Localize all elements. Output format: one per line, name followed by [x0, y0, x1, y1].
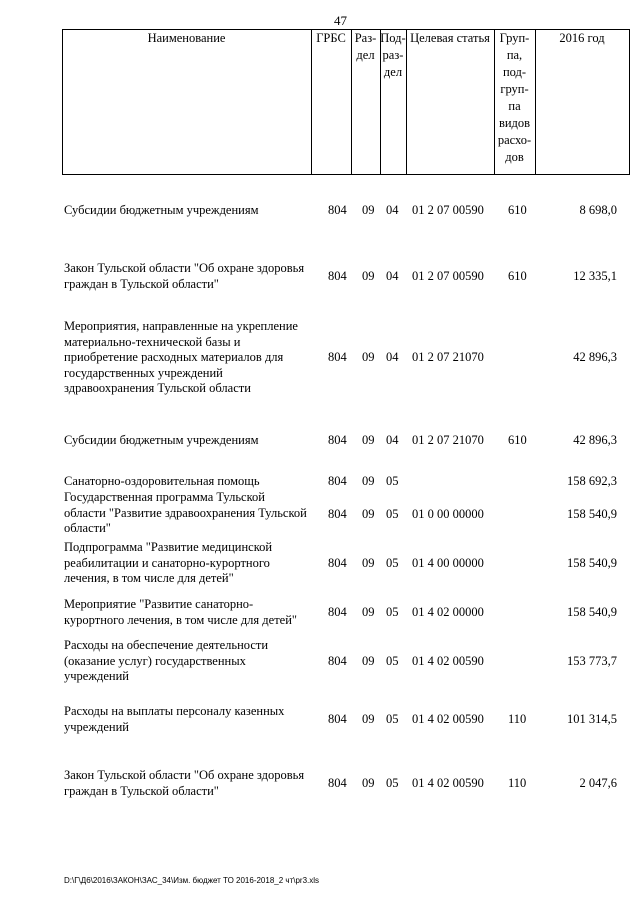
row-podrazdel: 05: [386, 712, 399, 726]
row-podrazdel: 04: [386, 203, 399, 217]
row-podrazdel: 04: [386, 433, 399, 447]
row-podrazdel: 05: [386, 474, 399, 488]
row-grbs: 804: [328, 556, 347, 570]
row-article: 01 4 02 00000: [412, 605, 484, 619]
row-grbs: 804: [328, 605, 347, 619]
row-article: 01 2 07 21070: [412, 350, 484, 364]
row-name: Субсидии бюджетным учреждениям: [64, 203, 259, 217]
row-podrazdel: 05: [386, 605, 399, 619]
row-vid: 110: [508, 712, 527, 726]
row-name: Расходы на выплаты персоналу казенных учреждений: [64, 704, 285, 734]
row-name: Государственная программа Тульской области "Развитие здравоохранения Тульской области": [64, 490, 307, 535]
row-name: Закон Тульской области "Об охране здоровья граждан в Тульской области": [64, 261, 305, 291]
row-name: Закон Тульской области "Об охране здоровья граждан в Тульской области": [64, 768, 305, 798]
row-grbs: 804: [328, 474, 347, 488]
row-grbs: 804: [328, 776, 347, 790]
row-amount: 2 047,6: [579, 776, 617, 790]
row-razdel: 09: [362, 712, 375, 726]
row-razdel: 09: [362, 269, 375, 283]
row-grbs: 804: [328, 712, 347, 726]
row-podrazdel: 04: [386, 269, 399, 283]
row-name: Подпрограмма "Развитие медицинской реабилитации и санаторно-курортного лечения, в том числе для детей": [64, 540, 273, 585]
header-name: Наименование: [147, 31, 226, 45]
row-razdel: 09: [362, 654, 375, 668]
row-podrazdel: 05: [386, 556, 399, 570]
row-podrazdel: 05: [386, 507, 399, 521]
row-name: Мероприятие "Развитие санаторно-курортного лечения, в том числе для детей": [64, 597, 298, 627]
header-razdel: Раз- дел: [354, 31, 377, 62]
row-podrazdel: 05: [386, 776, 399, 790]
header-podrazdel: Под- раз- дел: [380, 31, 406, 79]
row-razdel: 09: [362, 605, 375, 619]
row-razdel: 09: [362, 474, 375, 488]
row-razdel: 09: [362, 556, 375, 570]
row-name: Мероприятия, направленные на укрепление материально-технической базы и приобретение расходных материалов для государственных учреждений здравоохранения Тульской области: [64, 319, 298, 395]
row-name: Расходы на обеспечение деятельности (оказание услуг) государственных учреждений: [64, 638, 269, 683]
row-vid: 110: [508, 776, 527, 790]
row-article: 01 4 02 00590: [412, 776, 484, 790]
row-article: 01 4 02 00590: [412, 712, 484, 726]
header-article: Целевая статья: [410, 31, 490, 45]
row-razdel: 09: [362, 203, 375, 217]
row-amount: 158 540,9: [567, 507, 617, 521]
row-article: 01 2 07 00590: [412, 203, 484, 217]
row-razdel: 09: [362, 776, 375, 790]
row-razdel: 09: [362, 433, 375, 447]
row-grbs: 804: [328, 507, 347, 521]
header-vid: Груп- па, под- груп- па видов расхо- дов: [497, 31, 532, 164]
row-grbs: 804: [328, 269, 347, 283]
row-vid: 610: [508, 269, 527, 283]
page-number: 47: [334, 13, 347, 28]
file-path-footer: D:\Г\Д6\2016\ЗАКОН\ЗАС_34\Изм. бюджет ТО 2016-2018_2 чт\pr3.xls: [64, 876, 320, 885]
row-grbs: 804: [328, 203, 347, 217]
row-article: 01 4 02 00590: [412, 654, 484, 668]
row-name: Субсидии бюджетным учреждениям: [64, 433, 259, 447]
row-grbs: 804: [328, 433, 347, 447]
row-article: 01 2 07 21070: [412, 433, 484, 447]
row-article: 01 0 00 00000: [412, 507, 484, 521]
row-article: 01 4 00 00000: [412, 556, 484, 570]
row-razdel: 09: [362, 507, 375, 521]
row-amount: 158 692,3: [567, 474, 617, 488]
row-amount: 42 896,3: [573, 433, 617, 447]
row-razdel: 09: [362, 350, 375, 364]
row-vid: 610: [508, 433, 527, 447]
row-amount: 158 540,9: [567, 556, 617, 570]
header-grbs: ГРБС: [316, 31, 346, 45]
row-amount: 101 314,5: [567, 712, 617, 726]
row-amount: 153 773,7: [567, 654, 617, 668]
row-podrazdel: 04: [386, 350, 399, 364]
row-article: 01 2 07 00590: [412, 269, 484, 283]
row-amount: 12 335,1: [573, 269, 617, 283]
header-year: 2016 год: [559, 31, 605, 45]
row-amount: 42 896,3: [573, 350, 617, 364]
row-name: Санаторно-оздоровительная помощь: [64, 474, 260, 488]
row-amount: 158 540,9: [567, 605, 617, 619]
row-amount: 8 698,0: [579, 203, 617, 217]
row-grbs: 804: [328, 654, 347, 668]
row-vid: 610: [508, 203, 527, 217]
row-podrazdel: 05: [386, 654, 399, 668]
row-grbs: 804: [328, 350, 347, 364]
